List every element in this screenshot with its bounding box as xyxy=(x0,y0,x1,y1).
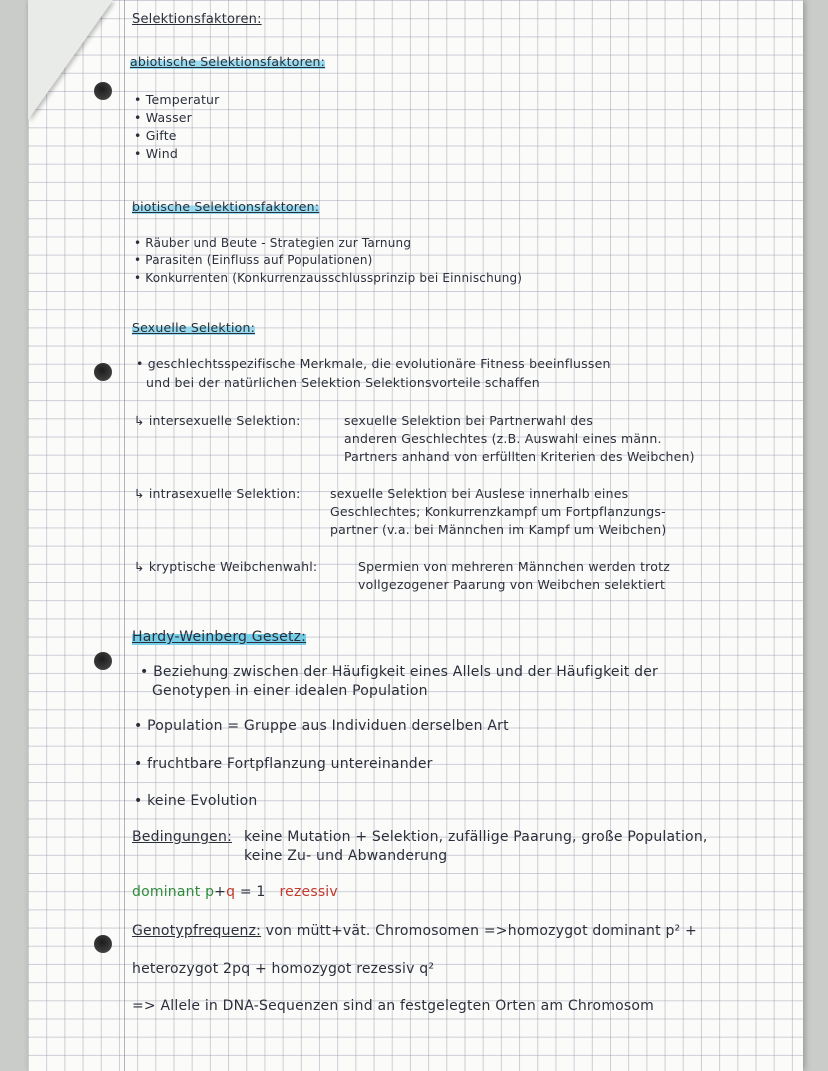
list-item: • Temperatur xyxy=(134,92,220,107)
list-item: • Räuber und Beute - Strategien zur Tarnung xyxy=(134,236,412,250)
list-item: • Konkurrenten (Konkurrenzausschlussprinzip bei Einnischung) xyxy=(134,271,523,285)
list-item: • Wind xyxy=(134,146,178,161)
hardy-weinberg-heading: Hardy-Weinberg Gesetz: xyxy=(132,629,307,645)
intersexual-line: anderen Geschlechtes (z.B. Auswahl eines männ. xyxy=(344,431,662,446)
hardy-bullet: • keine Evolution xyxy=(134,793,258,809)
conditions-line: keine Mutation + Selektion, zufällige Paarung, große Population, xyxy=(244,829,708,845)
formula-line: dominant p+q = 1 rezessiv xyxy=(132,884,338,900)
conditions-line: keine Zu- und Abwanderung xyxy=(244,848,448,864)
page-title: Selektionsfaktoren: xyxy=(132,12,262,27)
hardy-bullet: • fruchtbare Fortpflanzung untereinander xyxy=(134,756,433,772)
cryptic-line: vollgezogener Paarung von Weibchen selektiert xyxy=(358,577,666,592)
intersexual-label: ↳ intersexuelle Selektion: xyxy=(134,413,301,428)
list-item: • Wasser xyxy=(134,110,193,125)
list-item: • Gifte xyxy=(134,128,177,143)
intrasexual-line: sexuelle Selektion bei Auslese innerhalb eines xyxy=(330,486,629,501)
conditions-label: Bedingungen: xyxy=(132,829,232,845)
intrasexual-label: ↳ intrasexuelle Selektion: xyxy=(134,486,301,501)
list-item: • Parasiten (Einfluss auf Populationen) xyxy=(134,253,373,267)
intersexual-line: Partners anhand von erfüllten Kriterien des Weibchen) xyxy=(344,449,695,464)
allele-note: => Allele in DNA-Sequenzen sind an festgelegten Orten am Chromosom xyxy=(132,998,655,1014)
punch-hole-icon xyxy=(94,82,112,100)
sexual-intro-line: und bei der natürlichen Selektion Selektionsvorteile schaffen xyxy=(146,375,540,390)
hardy-bullet: • Beziehung zwischen der Häufigkeit eines Allels und der Häufigkeit der xyxy=(140,664,658,680)
punch-hole-icon xyxy=(94,935,112,953)
biotic-heading: biotische Selektionsfaktoren: xyxy=(132,199,320,214)
intrasexual-line: Geschlechtes; Konkurrenzkampf um Fortpflanzungs- xyxy=(330,504,666,519)
folded-corner xyxy=(28,0,113,120)
genotype-line: heterozygot 2pq + homozygot rezessiv q² xyxy=(132,961,435,977)
margin-line xyxy=(124,0,125,1071)
cryptic-label: ↳ kryptische Weibchenwahl: xyxy=(134,559,318,574)
intersexual-line: sexuelle Selektion bei Partnerwahl des xyxy=(344,413,594,428)
cryptic-line: Spermien von mehreren Männchen werden trotz xyxy=(358,559,670,574)
sexual-heading: Sexuelle Selektion: xyxy=(132,320,256,335)
hardy-bullet-cont: Genotypen in einer idealen Population xyxy=(152,683,428,699)
abiotic-heading: abiotische Selektionsfaktoren: xyxy=(130,54,326,69)
punch-hole-icon xyxy=(94,652,112,670)
punch-hole-icon xyxy=(94,363,112,381)
hardy-bullet: • Population = Gruppe aus Individuen derselben Art xyxy=(134,718,509,734)
genotype-line: Genotypfrequenz: von mütt+vät. Chromosomen =>homozygot dominant p² + xyxy=(132,923,697,939)
intrasexual-line: partner (v.a. bei Männchen im Kampf um Weibchen) xyxy=(330,522,667,537)
sexual-intro-line: • geschlechtsspezifische Merkmale, die evolutionäre Fitness beeinflussen xyxy=(136,356,611,371)
